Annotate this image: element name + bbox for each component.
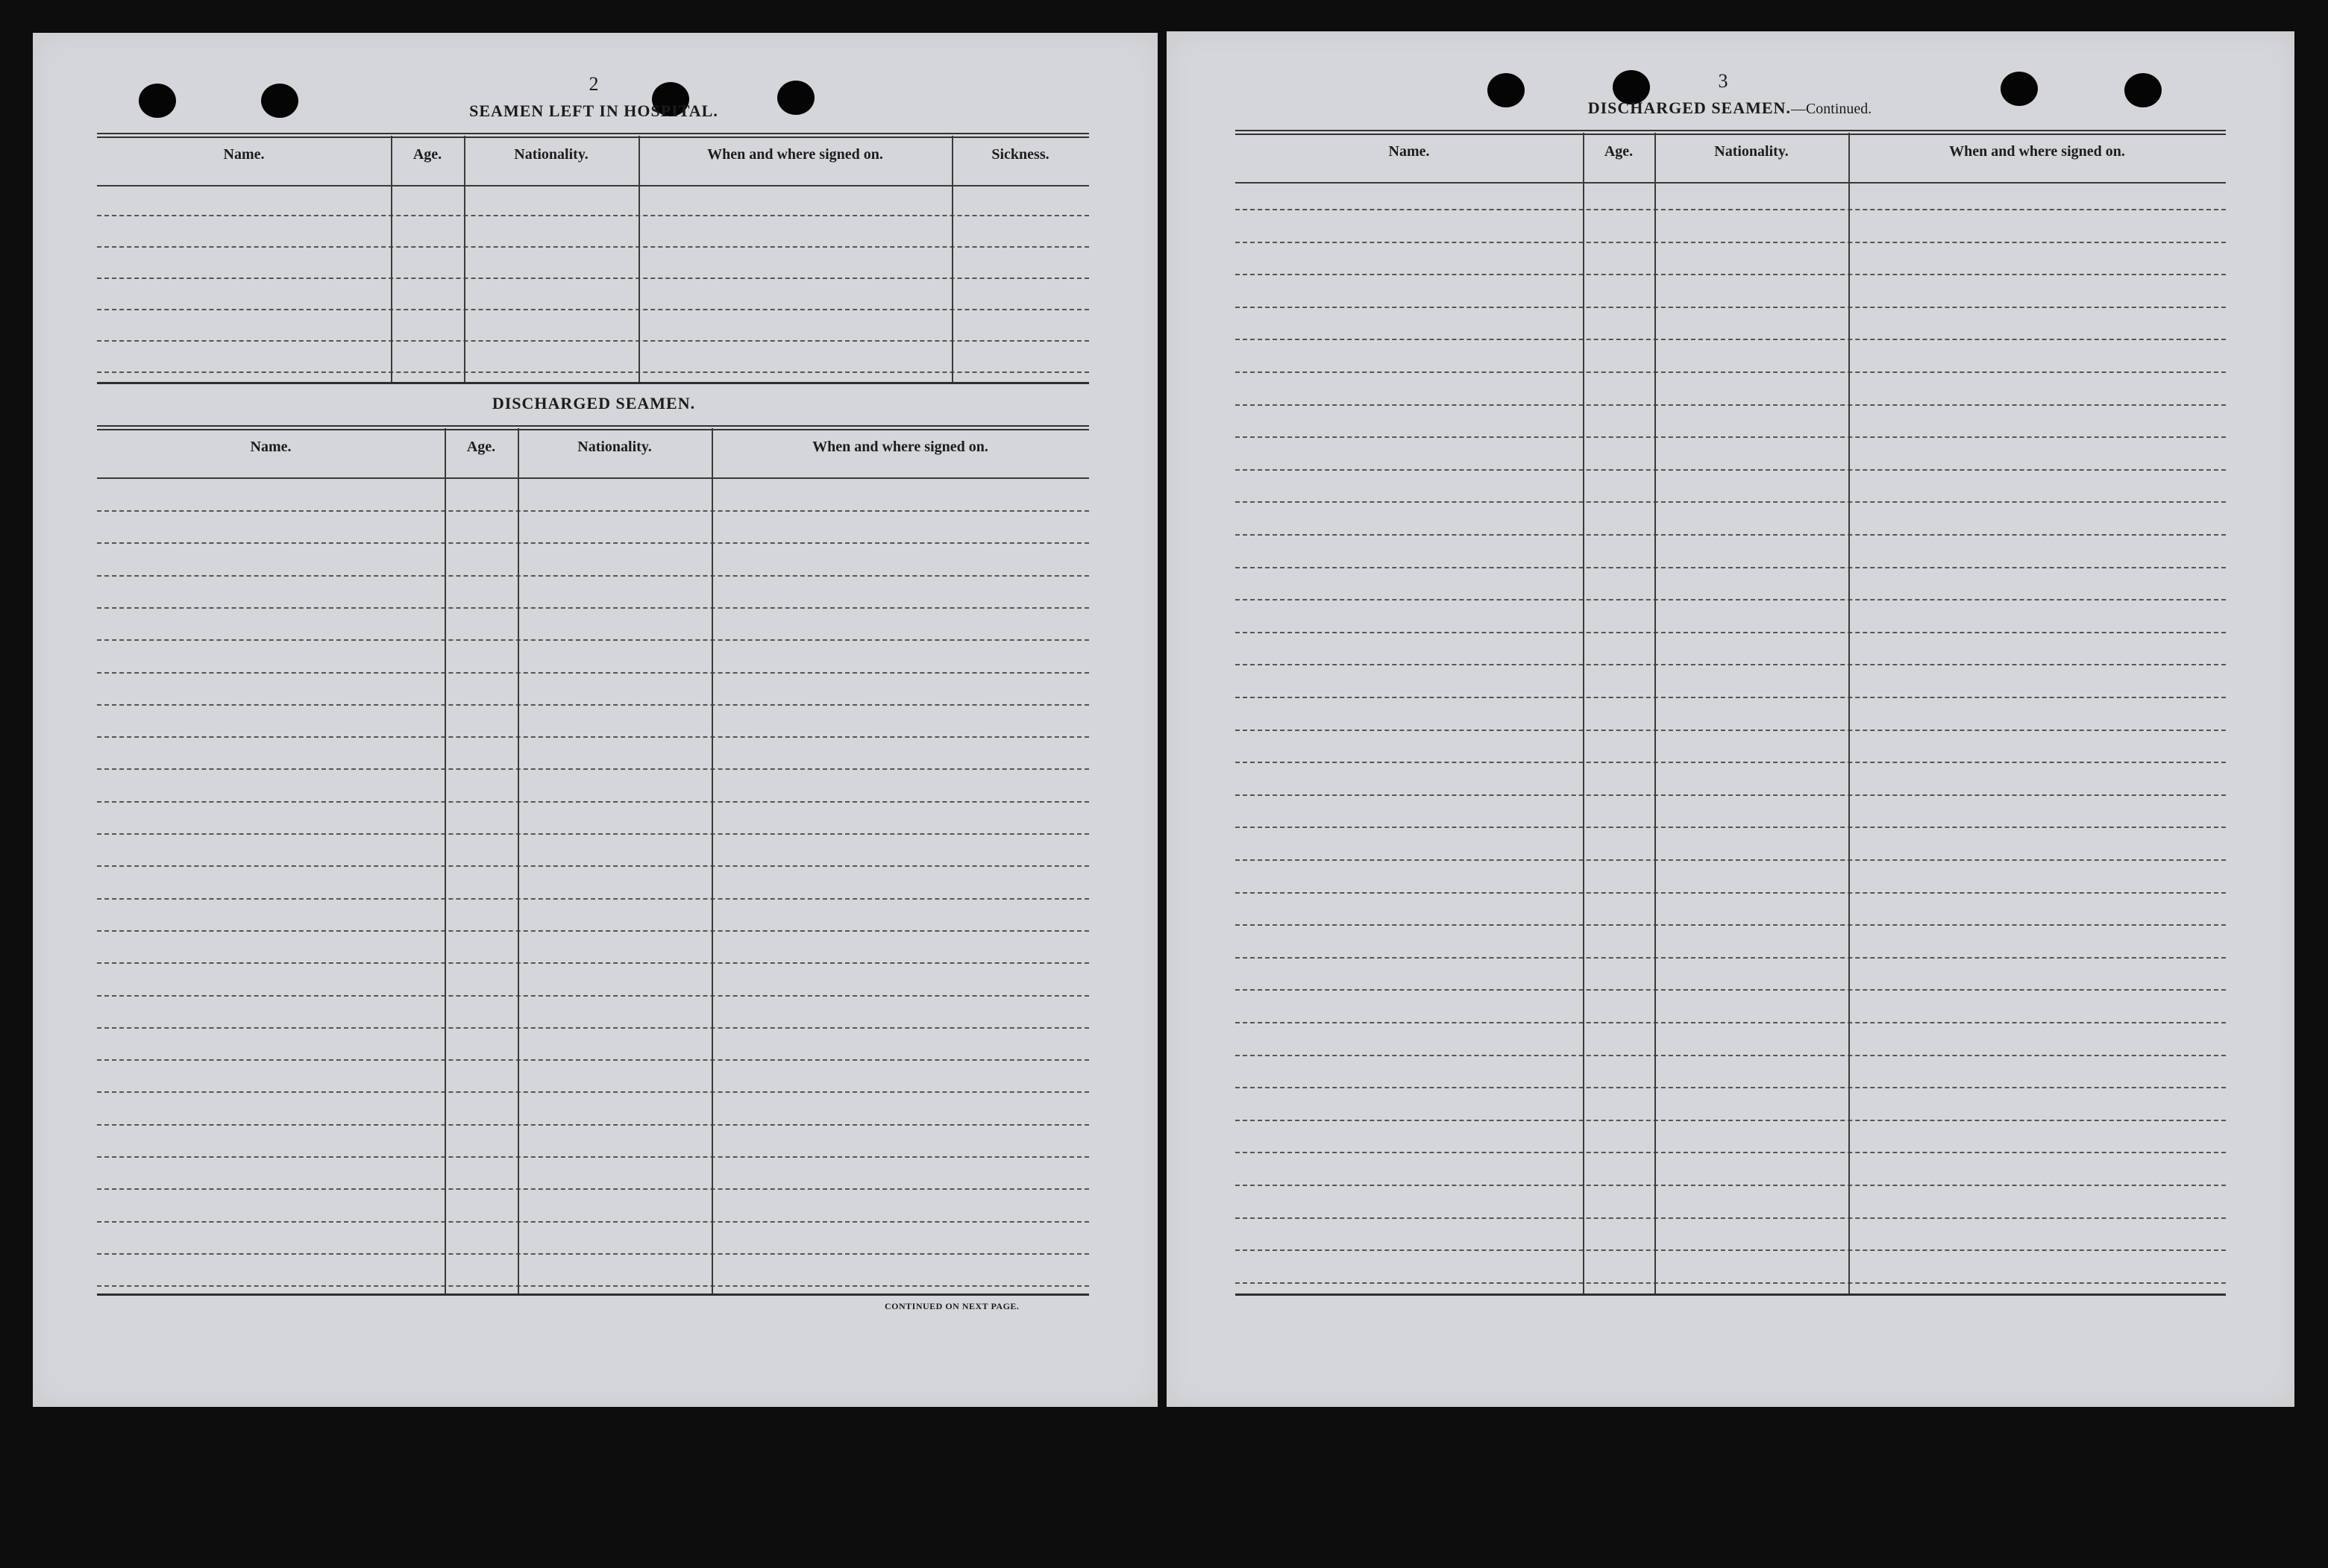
ruled-line xyxy=(1235,1217,2226,1219)
column-header: Name. xyxy=(223,146,265,163)
table-bottom-rule xyxy=(97,382,1089,384)
punch-hole xyxy=(261,84,298,118)
title-suffix: —Continued. xyxy=(1790,101,1872,117)
punch-hole xyxy=(2124,73,2162,107)
table-bottom-rule xyxy=(97,1293,1089,1296)
hospital-section-title: SEAMEN LEFT IN HOSPITAL. xyxy=(469,101,718,120)
ruled-line xyxy=(1235,567,2226,568)
discharged-section-title: DISCHARGED SEAMEN. xyxy=(492,394,696,413)
page-number: 3 xyxy=(1718,70,1728,92)
ruled-line xyxy=(1235,1022,2226,1023)
ruled-line xyxy=(1235,762,2226,763)
ruled-line xyxy=(97,865,1089,867)
column-divider xyxy=(464,136,465,382)
ruled-line xyxy=(97,1059,1089,1061)
ruled-line xyxy=(97,1188,1089,1190)
ruled-line xyxy=(97,1221,1089,1223)
column-divider xyxy=(952,136,953,382)
ruled-line xyxy=(1235,730,2226,731)
column-header: Age. xyxy=(466,439,496,455)
ruled-line xyxy=(97,898,1089,900)
ruled-line xyxy=(1235,697,2226,698)
column-header: When and where signed on. xyxy=(812,439,988,455)
right-page xyxy=(1167,31,2294,1407)
ruled-line xyxy=(1235,1185,2226,1186)
column-divider xyxy=(391,136,392,382)
ruled-line xyxy=(97,1027,1089,1029)
ruled-line xyxy=(1235,1249,2226,1251)
ruled-line xyxy=(1235,1087,2226,1088)
ruled-line xyxy=(97,1156,1089,1158)
table-bottom-rule xyxy=(1235,1293,2226,1296)
column-divider xyxy=(1583,133,1584,1293)
column-divider xyxy=(1848,133,1850,1293)
column-header: When and where signed on. xyxy=(707,146,883,163)
ruled-line xyxy=(1235,664,2226,665)
table-top-rule xyxy=(97,133,1089,138)
ruled-line xyxy=(1235,209,2226,210)
ruled-line xyxy=(97,575,1089,577)
ruled-line xyxy=(97,1124,1089,1126)
table-top-rule xyxy=(97,425,1089,430)
ruled-line xyxy=(1235,242,2226,243)
ruled-line xyxy=(1235,534,2226,536)
ruled-line xyxy=(97,1253,1089,1255)
ruled-line xyxy=(1235,924,2226,926)
punch-hole xyxy=(139,84,176,118)
ruled-line xyxy=(1235,1120,2226,1121)
ruled-line xyxy=(97,962,1089,964)
ruled-line xyxy=(1235,307,2226,308)
title-text: DISCHARGED SEAMEN. xyxy=(1587,98,1791,117)
punch-hole xyxy=(2001,72,2038,106)
ruled-line xyxy=(97,1285,1089,1287)
ruled-line xyxy=(1235,1152,2226,1153)
ruled-line xyxy=(1235,501,2226,503)
column-header: Nationality. xyxy=(514,146,589,163)
ruled-line xyxy=(97,510,1089,512)
ruled-line xyxy=(97,277,1089,279)
column-header: Sickness. xyxy=(991,146,1050,163)
ruled-line xyxy=(97,1091,1089,1093)
table-top-rule xyxy=(1235,130,2226,135)
ruled-line xyxy=(1235,989,2226,991)
ruled-line xyxy=(1235,371,2226,373)
ruled-line xyxy=(1235,957,2226,959)
ruled-line xyxy=(1235,794,2226,796)
header-rule xyxy=(1235,182,2226,184)
ruled-line xyxy=(97,309,1089,310)
column-divider xyxy=(712,428,713,1293)
column-header: Age. xyxy=(412,146,442,163)
column-divider xyxy=(518,428,519,1293)
ruled-line xyxy=(97,246,1089,248)
ruled-line xyxy=(97,736,1089,738)
column-header: Name. xyxy=(1388,143,1430,160)
ruled-line xyxy=(1235,599,2226,600)
ruled-line xyxy=(97,340,1089,342)
column-header: When and where signed on. xyxy=(1949,143,2125,160)
ruled-line xyxy=(1235,892,2226,894)
continued-note: CONTINUED ON NEXT PAGE. xyxy=(885,1301,1020,1311)
header-rule xyxy=(97,477,1089,479)
ruled-line xyxy=(1235,274,2226,275)
column-divider xyxy=(445,428,446,1293)
ruled-line xyxy=(97,995,1089,997)
ruled-line xyxy=(97,704,1089,706)
ruled-line xyxy=(1235,1055,2226,1056)
ruled-line xyxy=(97,768,1089,770)
column-header: Age. xyxy=(1604,143,1634,160)
ruled-line xyxy=(97,607,1089,609)
ruled-line xyxy=(97,542,1089,544)
column-divider xyxy=(1654,133,1656,1293)
ruled-line xyxy=(1235,859,2226,861)
ruled-line xyxy=(97,639,1089,641)
column-header: Nationality. xyxy=(577,439,652,455)
column-header: Nationality. xyxy=(1714,143,1789,160)
discharged-continued-title xyxy=(1487,98,1972,118)
column-header: Name. xyxy=(250,439,292,455)
ruled-line xyxy=(1235,469,2226,471)
ruled-line xyxy=(97,371,1089,373)
ruled-line xyxy=(1235,404,2226,406)
ruled-line xyxy=(1235,1282,2226,1284)
page-number: 2 xyxy=(589,73,599,95)
ruled-line xyxy=(97,801,1089,803)
ruled-line xyxy=(1235,827,2226,828)
header-rule xyxy=(97,185,1089,186)
ruled-line xyxy=(97,215,1089,216)
ruled-line xyxy=(97,672,1089,674)
ruled-line xyxy=(1235,436,2226,438)
column-divider xyxy=(639,136,640,382)
ruled-line xyxy=(1235,339,2226,340)
ruled-line xyxy=(97,833,1089,835)
ruled-line xyxy=(1235,632,2226,633)
left-page xyxy=(33,33,1158,1407)
ruled-line xyxy=(97,930,1089,932)
